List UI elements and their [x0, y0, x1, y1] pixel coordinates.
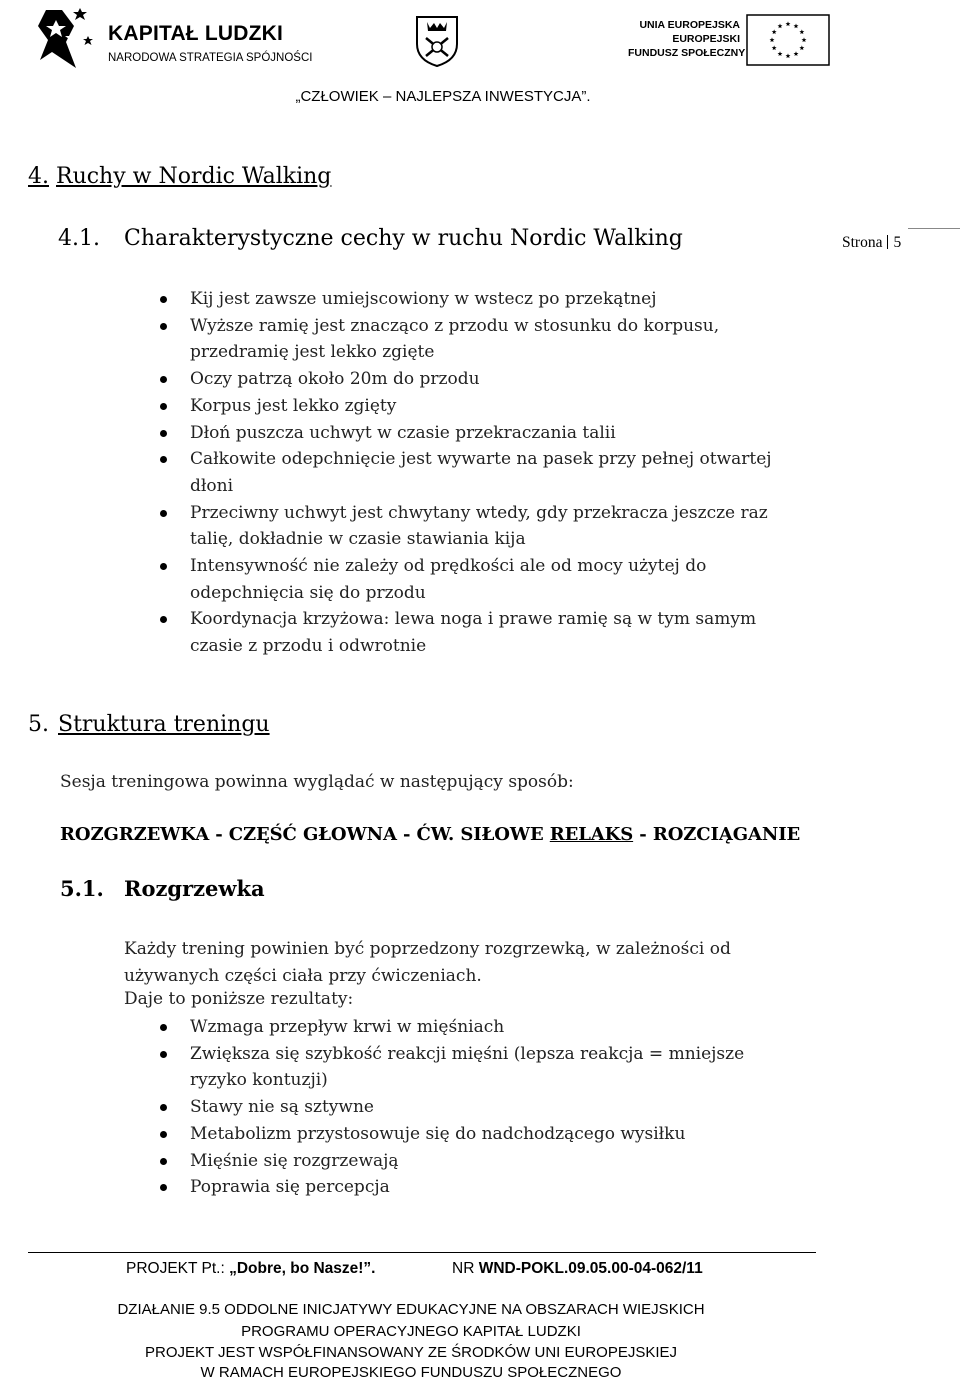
heading-rozgrzewka-number: 5.1.: [60, 876, 104, 901]
result-item-text: Stawy nie są sztywne: [190, 1097, 374, 1118]
footer-line-3: PROJEKT JEST WSPÓŁFINANSOWANY ZE ŚRODKÓW UNI EUROPEJSKIEJ: [144, 1344, 678, 1361]
kapital-ludzki-title: KAPITAŁ LUDZKI: [108, 22, 284, 45]
feature-item-text: Intensywność nie zależy od prędkości ale od mocy użytej do: [190, 556, 707, 577]
session-sequence: [60, 824, 800, 845]
heading-charakterystyczne-number: 4.1.: [58, 226, 100, 251]
feature-item: [160, 606, 840, 659]
feature-item-text: odepchnięcia się do przodu: [190, 582, 426, 603]
feature-item-text: Korpus jest lekko zgięty: [190, 395, 397, 416]
result-item: [160, 1041, 840, 1094]
session-sequence-relaks: RELAKS: [549, 824, 634, 845]
warmup-paragraph: Każdy trening powinien być poprzedzony rozgrzewką, w zależności od używanych części ciała przy ćwiczeniach.: [124, 939, 731, 986]
result-item: [160, 1174, 840, 1201]
feature-item-text: Kij jest zawsze umiejscowiony w wstecz po przekątnej: [190, 289, 657, 309]
feature-item: [160, 313, 840, 366]
kapital-ludzki-star-icon: [36, 6, 106, 72]
result-item-text: ryzyko kontuzji): [190, 1070, 328, 1091]
feature-item-text: Oczy patrzą około 20m do przodu: [190, 369, 480, 390]
footer-project-name: „Dobre, bo Nasze!”.: [229, 1260, 376, 1277]
footer-project: [126, 1260, 376, 1278]
feature-item-text: Całkowite odepchnięcie jest wywarte na pasek przy pełnej otwartej: [190, 449, 772, 470]
feature-item-text: czasie z przodu i odwrotnie: [190, 636, 427, 657]
footer-project-label: PROJEKT Pt.:: [126, 1260, 230, 1277]
session-intro: Sesja treningowa powinna wyglądać w następujący sposób:: [60, 772, 574, 792]
session-sequence-part-3: - ROZCIĄGANIE: [633, 824, 801, 845]
heading-charakterystyczne-title: Charakterystyczne cechy w ruchu Nordic Walking: [124, 226, 683, 251]
result-item-text: Mięśnie się rozgrzewają: [190, 1150, 399, 1171]
results-intro: Daje to poniższe rezultaty:: [124, 989, 354, 1009]
footer-nr-label: NR: [452, 1260, 479, 1277]
footer-line-4: W RAMACH EUROPEJSKIEGO FUNDUSZU SPOŁECZNEGO: [200, 1364, 622, 1381]
session-sequence-part-1: ROZGRZEWKA - CZĘŚĆ GŁOWNA - ĆW. SIŁOWE: [60, 824, 550, 845]
eu-flag-icon: [746, 14, 830, 66]
warmup-results-list: [160, 1014, 840, 1201]
heading-struktura-number: 5.: [28, 712, 49, 737]
feature-item: [160, 420, 840, 447]
result-item-text: Zwiększa się szybkość reakcji mięśni (lepsza reakcja = mniejsze: [190, 1043, 745, 1064]
footer-line-2: PROGRAMU OPERACYJNEGO KAPITAŁ LUDZKI: [241, 1323, 581, 1340]
feature-item: [160, 393, 840, 420]
result-item: [160, 1121, 840, 1148]
feature-item: [160, 366, 840, 393]
feature-item-text: dłoni: [190, 475, 234, 496]
page-number: 5: [893, 234, 902, 251]
heading-rozgrzewka-title: Rozgrzewka: [124, 876, 265, 901]
feature-item: [160, 500, 840, 553]
feature-item-text: przedramię jest lekko zgięte: [190, 342, 435, 363]
result-item: [160, 1148, 840, 1175]
eu-logo-line-3: FUNDUSZ SPOŁECZNY: [628, 47, 746, 59]
footer-nr-value: WND-POKL.09.05.00-04-062/11: [478, 1260, 703, 1277]
footer-rule: [28, 1252, 816, 1253]
heading-charakterystyczne: [58, 226, 683, 251]
feature-item-text: Wyższe ramię jest znacząco z przodu w stosunku do korpusu,: [190, 315, 720, 336]
feature-item: [160, 446, 840, 499]
kapital-ludzki-subtitle: NARODOWA STRATEGIA SPÓJNOŚCI: [108, 52, 313, 64]
result-item: [160, 1094, 840, 1121]
heading-ruchy: [28, 164, 331, 189]
footer-line-1: DZIAŁANIE 9.5 ODDOLNE INICJATYWY EDUKACYJNE NA OBSZARACH WIEJSKICH: [117, 1301, 705, 1318]
result-item-text: Metabolizm przystosowuje się do nadchodzącego wysiłku: [190, 1123, 686, 1144]
coat-of-arms-icon: [414, 14, 460, 68]
eu-logo-line-2: EUROPEJSKI: [672, 33, 740, 45]
result-item-text: Poprawia się percepcja: [190, 1177, 390, 1198]
heading-struktura: [28, 712, 270, 737]
side-rule: [908, 228, 960, 229]
eu-logo-line-1: UNIA EUROPEJSKA: [639, 19, 740, 31]
heading-ruchy-number: 4.: [28, 164, 49, 189]
feature-item: [160, 553, 840, 606]
eu-logo-text: [628, 18, 746, 60]
kapital-ludzki-logo: [36, 6, 313, 72]
heading-ruchy-title: Ruchy w Nordic Walking: [56, 164, 332, 189]
heading-rozgrzewka: [60, 876, 265, 901]
page-label: Strona: [842, 234, 883, 251]
page-separator: [887, 235, 888, 249]
feature-item-text: Dłoń puszcza uchwyt w czasie przekraczania talii: [190, 422, 616, 443]
feature-item: [160, 286, 840, 313]
eu-logo: [628, 14, 833, 66]
feature-item-text: Przeciwny uchwyt jest chwytany wtedy, gdy przekracza jeszcze raz: [190, 502, 768, 523]
nordic-walking-features-list: [160, 286, 840, 660]
result-item: [160, 1014, 840, 1041]
feature-item-text: talię, dokładnie w czasie stawiania kija: [190, 529, 526, 550]
motto: „CZŁOWIEK – NAJLEPSZA INWESTYCJA”.: [295, 88, 591, 105]
footer-nr: [452, 1260, 703, 1278]
page-number-label: [842, 234, 901, 252]
heading-struktura-title: Struktura treningu: [58, 712, 270, 737]
feature-item-text: Koordynacja krzyżowa: lewa noga i prawe ramię są w tym samym: [190, 609, 757, 630]
result-item-text: Wzmaga przepływ krwi w mięśniach: [190, 1017, 505, 1037]
